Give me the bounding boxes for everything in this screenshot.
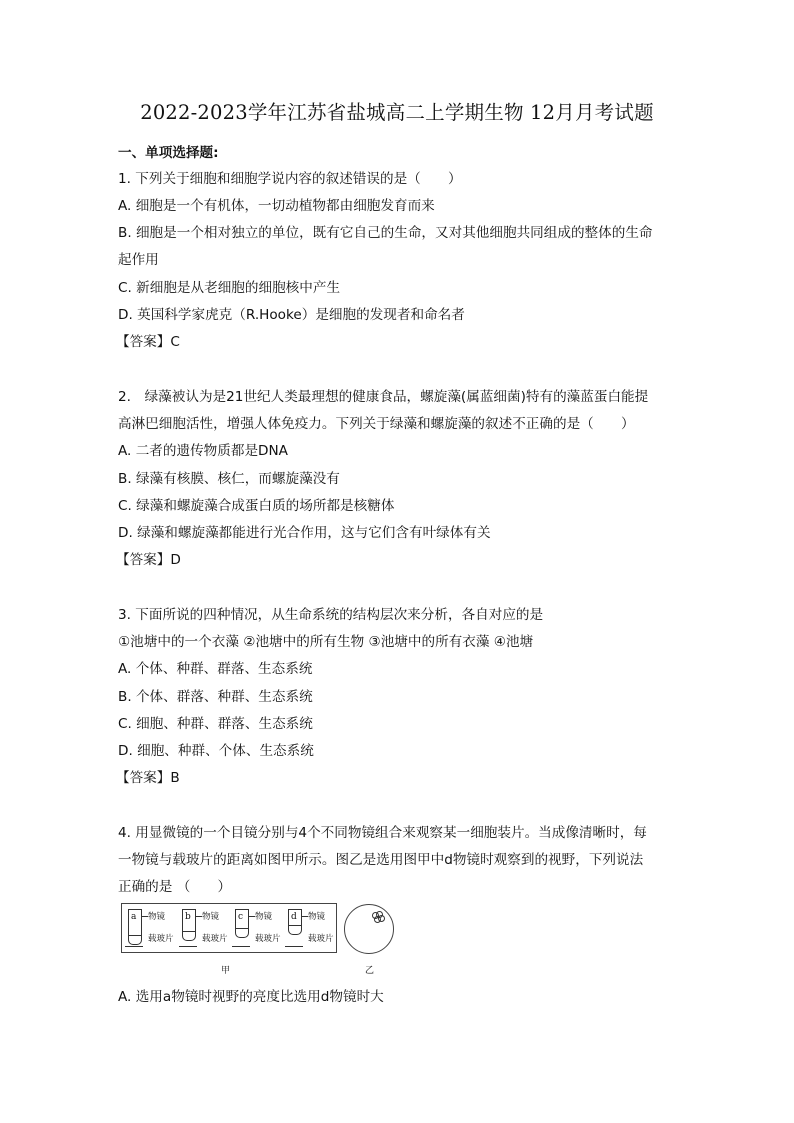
objective-lens-d-icon (288, 909, 302, 926)
lens-tip-a-icon (128, 935, 142, 945)
lens-letter-a: a (131, 912, 137, 922)
question-4-stem-line-1: 4. 用显微镜的一个目镜分别与4个不同物镜组合来观察某一细胞装片。当成像清晰时，每 (118, 825, 647, 841)
question-1-option-b: B. 细胞是一个相对独立的单位，既有它自己的生命，又对其他细胞共同组成的整体的生命 (118, 225, 653, 241)
objective-lens-a-icon (128, 909, 142, 936)
objective-label: 物镜 (308, 912, 326, 922)
slide-b-icon (179, 946, 197, 947)
lens-letter-c: c (238, 912, 244, 922)
page-title: 2022-2023学年江苏省盐城高二上学期生物 12月月考试题 (140, 101, 654, 124)
lens-tip-d-icon (288, 925, 302, 935)
section-heading: 一、单项选择题: (118, 145, 219, 161)
question-3-stem-line-2: ①池塘中的一个衣藻 ②池塘中的所有生物 ③池塘中的所有衣藻 ④池塘 (118, 634, 534, 650)
question-1-stem: 1. 下列关于细胞和细胞学说内容的叙述错误的是（ ） (118, 171, 462, 187)
question-2-option-b: B. 绿藻有核膜、核仁，而螺旋藻没有 (118, 471, 340, 487)
lens-letter-b: b (185, 912, 191, 922)
question-2-option-a: A. 二者的遗传物质都是DNA (118, 443, 288, 459)
slide-label: 载玻片 (148, 934, 174, 944)
slide-a-icon (125, 946, 143, 947)
question-4-option-a: A. 选用a物镜时视野的亮度比选用d物镜时大 (118, 989, 384, 1005)
figure-caption-yi: 乙 (365, 966, 375, 976)
question-2-answer: 【答案】D (116, 552, 181, 568)
slide-label: 载玻片 (308, 934, 334, 944)
question-3-option-a: A. 个体、种群、群落、生态系统 (118, 661, 313, 677)
question-4-stem-line-2: 一物镜与载玻片的距离如图甲所示。图乙是选用图甲中d物镜时观察到的视野，下列说法 (118, 852, 644, 868)
objective-label: 物镜 (148, 912, 166, 922)
objective-lens-c-icon (235, 909, 249, 929)
question-3-option-d: D. 细胞、种群、个体、生态系统 (118, 743, 314, 759)
objective-label: 物镜 (255, 912, 273, 922)
question-3-option-c: C. 细胞、种群、群落、生态系统 (118, 716, 313, 732)
objective-label: 物镜 (202, 912, 220, 922)
figure-caption-jia: 甲 (221, 966, 231, 976)
slide-label: 载玻片 (255, 934, 281, 944)
question-3-stem-line-1: 3. 下面所说的四种情况，从生命系统的结构层次来分析，各自对应的是 (118, 607, 544, 623)
question-1-option-a: A. 细胞是一个有机体，一切动植物都由细胞发育而来 (118, 198, 435, 214)
lens-letter-d: d (291, 912, 297, 922)
field-of-view-circle-icon (344, 904, 394, 954)
question-1-option-d: D. 英国科学家虎克（R.Hooke）是细胞的发现者和命名者 (118, 307, 465, 323)
slide-c-icon (232, 946, 250, 947)
question-4-stem-line-3: 正确的是 （ ） (118, 879, 232, 895)
slide-d-icon (285, 946, 303, 947)
lens-tip-c-icon (235, 928, 249, 938)
question-2-stem-line-1: 2. 绿藻被认为是21世纪人类最理想的健康食品，螺旋藻(属蓝细菌)特有的藻蓝蛋白能提 (118, 389, 649, 405)
question-3-option-b: B. 个体、群落、种群、生态系统 (118, 689, 313, 705)
question-2-option-c: C. 绿藻和螺旋藻合成蛋白质的场所都是核糖体 (118, 498, 395, 514)
lens-tip-b-icon (182, 931, 196, 941)
objective-lens-b-icon (182, 909, 196, 932)
cell-icon (378, 915, 385, 922)
question-3-answer: 【答案】B (116, 770, 180, 786)
slide-label: 载玻片 (202, 934, 228, 944)
question-1-option-b-cont: 起作用 (118, 252, 159, 268)
question-2-option-d: D. 绿藻和螺旋藻都能进行光合作用，这与它们含有叶绿体有关 (118, 525, 491, 541)
question-2-stem-line-2: 高淋巴细胞活性，增强人体免疫力。下列关于绿藻和螺旋藻的叙述不正确的是（ ） (118, 416, 635, 432)
question-1-answer: 【答案】C (116, 334, 180, 350)
question-1-option-c: C. 新细胞是从老细胞的细胞核中产生 (118, 280, 341, 296)
